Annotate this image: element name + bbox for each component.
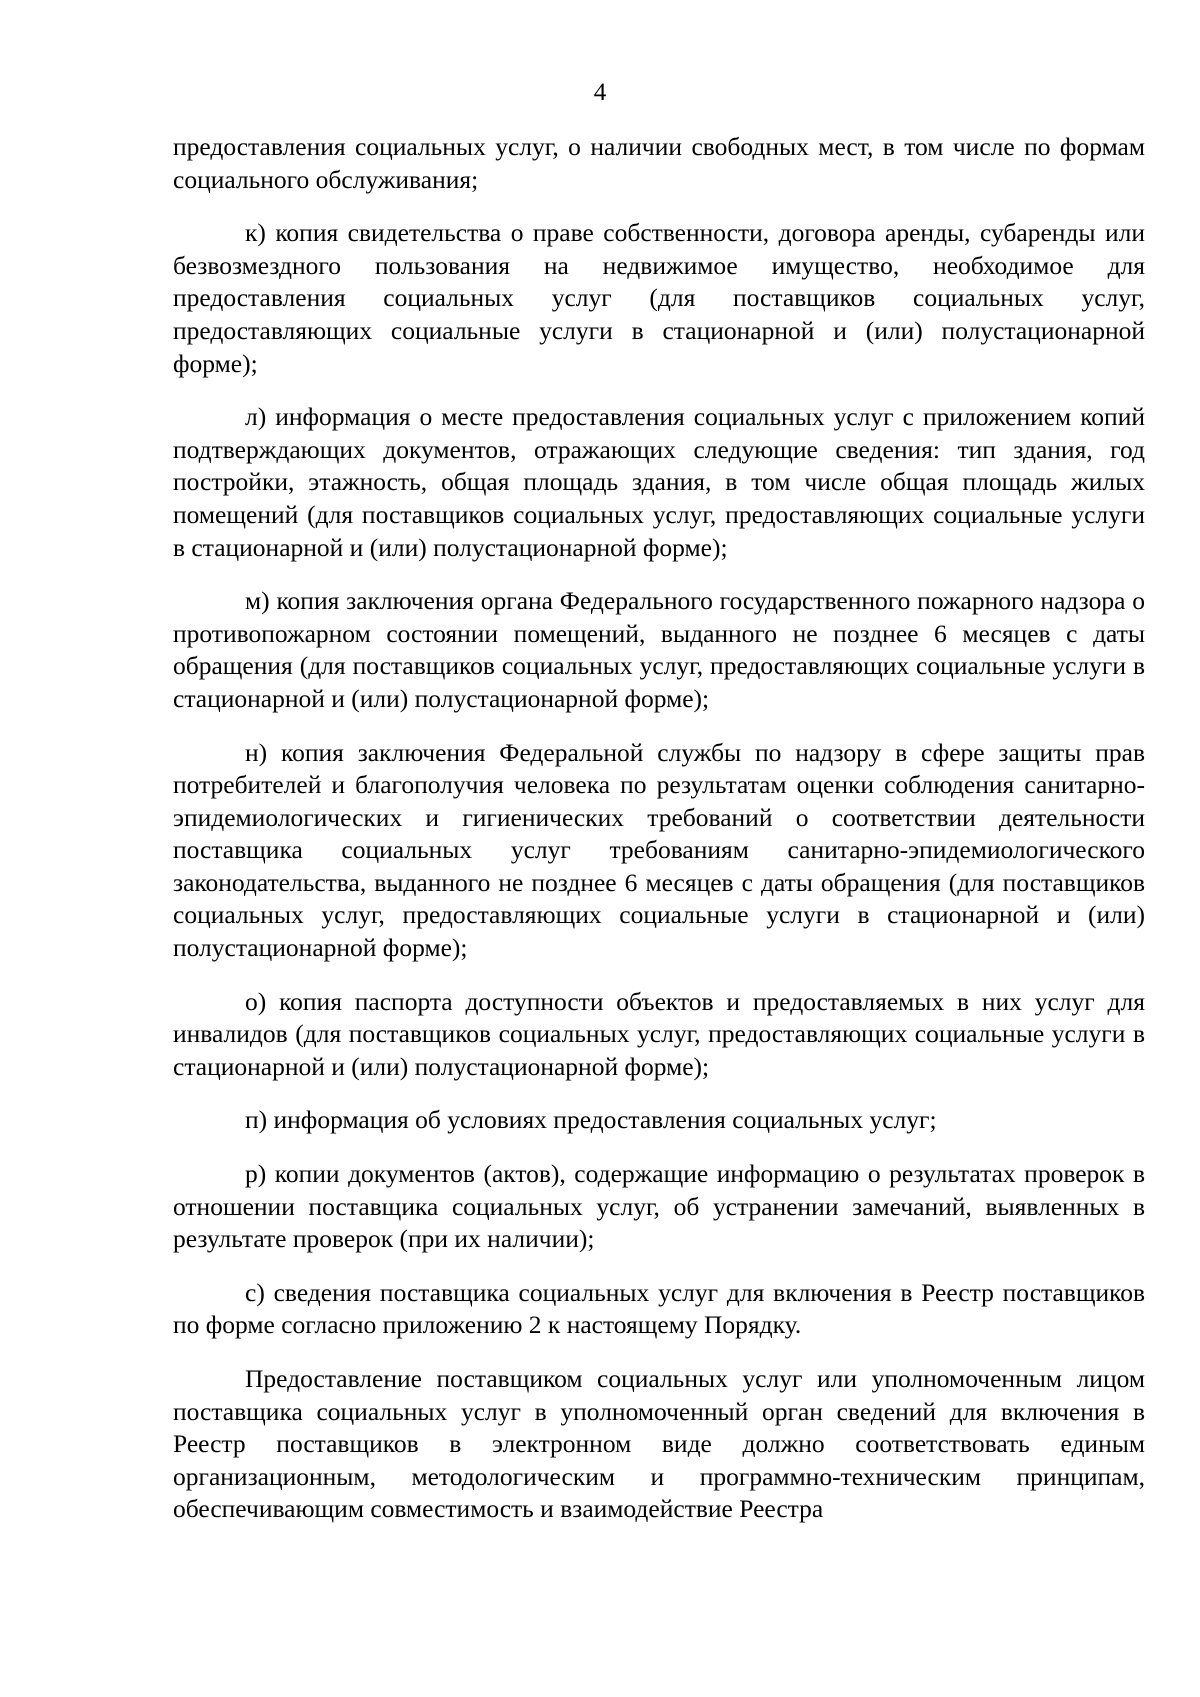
paragraph-item-r: р) копии документов (актов), содержащие информацию о результатах проверок в отношении поставщика социальных услуг, об устранении замечаний, выявленных в результате проверок (при их наличии); — [173, 1159, 1145, 1254]
paragraph-item-k: к) копия свидетельства о праве собственности, договора аренды, субаренды или безвозмездного пользования на недвижимое имущество, необходимое для предоставления социальных услуг (для поставщиков социальных услуг, предоставляющих социальные услуги в стационарной и (или) полустационарной форме); — [173, 218, 1145, 378]
paragraph-item-l: л) информация о месте предоставления социальных услуг с приложением копий подтверждающих документов, отражающих следующие сведения: тип здания, год постройки, этажность, общая площадь здания, в том числе общая площадь жилых помещений (для поставщиков социальных услуг, предоставляющих социальные услуги в стационарной и (или) полустационарной форме); — [173, 402, 1145, 562]
paragraph-item-n: н) копия заключения Федеральной службы по надзору в сфере защиты прав потребителей и благополучия человека по результатам оценки соблюдения санитарно-эпидемиологических и гигиенических требований о соответствии деятельности поставщика социальных услуг требованиям санитарно-эпидемиологического законодательства, выданного не позднее 6 месяцев с даты обращения (для поставщиков социальных услуг, предоставляющих социальные услуги в стационарной и (или) полустационарной форме); — [173, 737, 1145, 963]
paragraph-electronic-submission: Предоставление поставщиком социальных услуг или уполномоченным лицом поставщика социальных услуг в уполномоченный орган сведений для включения в Реестр поставщиков в электронном виде должно соответствовать единым организационным, методологическим и программно-техническим принципам, обеспечивающим совместимость и взаимодействие Реестра — [173, 1364, 1145, 1524]
paragraph-item-o: о) копия паспорта доступности объектов и предоставляемых в них услуг для инвалидов (для поставщиков социальных услуг, предоставляющих социальные услуги в стационарной и (или) полустационарной форме); — [173, 986, 1145, 1081]
paragraph-item-p: п) информация об условиях предоставления социальных услуг; — [245, 1105, 937, 1135]
document-body — [173, 131, 1145, 1526]
paragraph-item-m: м) копия заключения органа Федерального государственного пожарного надзора о противопожарном состоянии помещений, выданного не позднее 6 месяцев с даты обращения (для поставщиков социальных услуг, предоставляющих социальные услуги в стационарной и (или) полустационарной форме); — [173, 586, 1145, 713]
paragraph-continuation: предоставления социальных услуг, о наличии свободных мест, в том числе по формам социального обслуживания; — [173, 132, 1145, 194]
paragraph-item-s: с) сведения поставщика социальных услуг для включения в Реестр поставщиков по форме согласно приложению 2 к настоящему Порядку. — [173, 1277, 1145, 1340]
page-number: 4 — [593, 79, 607, 106]
